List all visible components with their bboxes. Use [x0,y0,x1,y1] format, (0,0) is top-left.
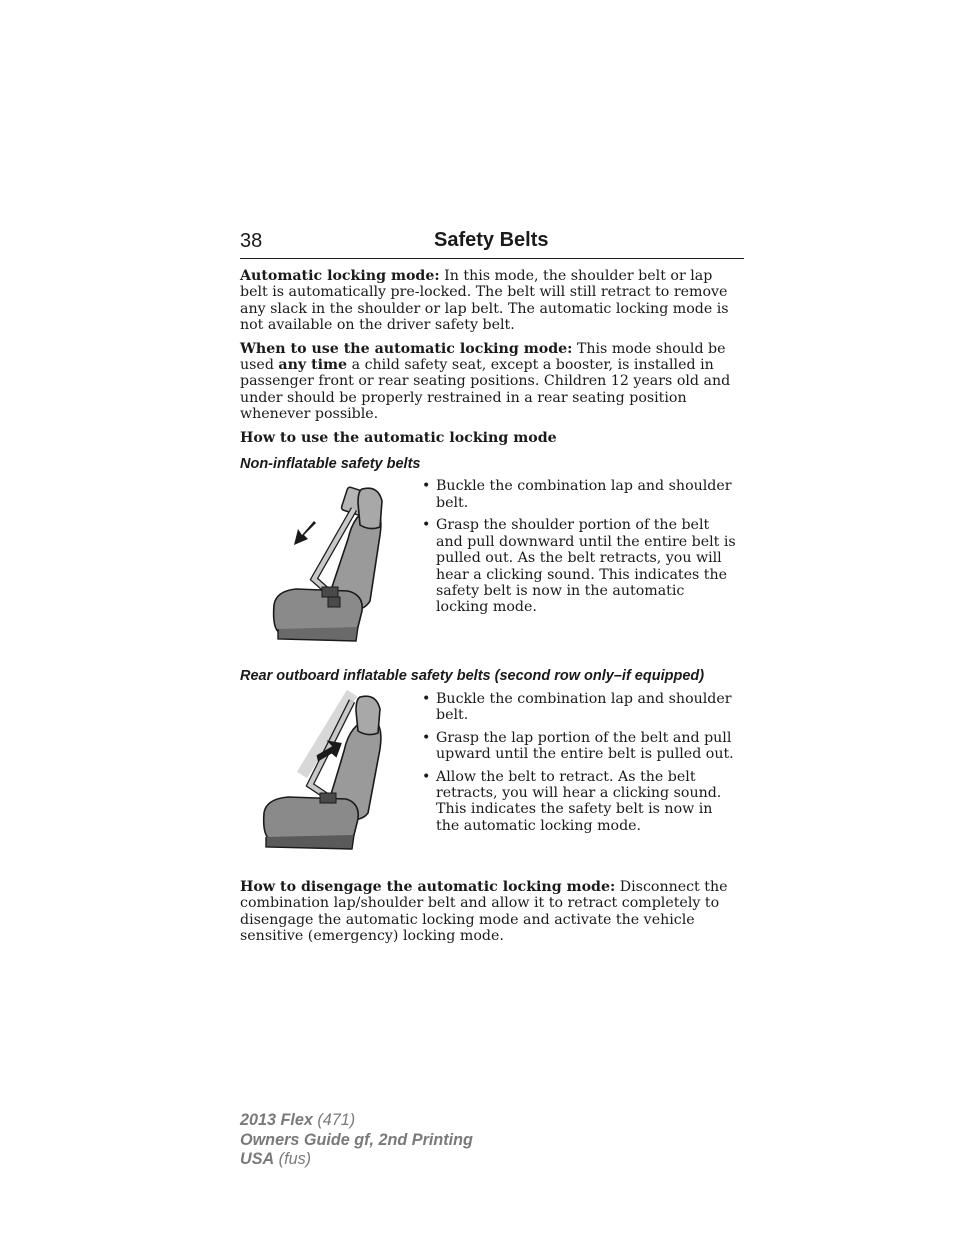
bullet-list-non-inflatable [420,478,740,621]
list-item: • Grasp the lap portion of the belt and pull upward until the entire belt is pulled out. [420,730,740,763]
seat-belt-shoulder-pull-illustration [266,479,406,645]
list-item: • Buckle the combination lap and shoulder belt. [420,691,740,724]
paragraph-text: a child safety seat, except a booster, is installed in passenger front or rear seating positions. Children 12 years old and under should be properly restrained in a rear seating position whenever possible. [240,357,731,423]
paragraph-when-to-use [240,341,744,423]
paragraph-how-to-disengage [240,879,744,945]
footer-line-model [240,1111,473,1131]
page-footer [240,1111,473,1170]
section-title: Safety Belts [434,229,549,251]
page-header [240,228,744,259]
subheading-non-inflatable: Non-inflatable safety belts [240,456,421,473]
term-when-to-use: When to use the automatic locking mode: [240,340,573,357]
paragraph-text: In this mode, the shoulder belt or lap belt is automatically pre-locked. The belt will still retract to remove any slack in the shoulder or lap belt. The automatic locking mode is not available on the driver safety belt. [240,268,729,334]
term-any-time: any time [278,357,348,374]
paragraph-automatic-locking-mode [240,268,744,334]
footer-line-market [240,1150,473,1170]
list-item: • Buckle the combination lap and shoulder belt. [420,478,740,511]
page-number: 38 [240,230,263,252]
heading-how-to-use: How to use the automatic locking mode [240,429,557,446]
paragraph-how-to-use [240,430,744,446]
list-item: • Allow the belt to retract. As the belt retracts, you will hear a clicking sound. This indicates the safety belt is now in the automatic locking mode. [420,769,740,835]
footer-market: USA [240,1150,275,1168]
paragraph-text: Disconnect the combination lap/shoulder belt and allow it to retract completely to disengage the automatic locking mode and activate the vehicle sensitive (emergency) locking mode. [240,878,728,945]
term-automatic-locking-mode: Automatic locking mode: [240,268,440,284]
paragraph-text: This mode should be used [240,340,726,374]
term-how-to-disengage: How to disengage the automatic locking mode: [240,878,616,895]
subheading-rear-outboard-inflatable: Rear outboard inflatable safety belts (second row only–if equipped) [240,668,705,685]
section-non-inflatable [240,480,744,658]
footer-model-code: (471) [312,1111,356,1129]
section-rear-outboard-inflatable [240,690,744,871]
list-item: • Grasp the shoulder portion of the belt and pull downward until the entire belt is pulled out. As the belt retracts, you will hear a clicking sound. This indicates the safety belt is now in the automatic locking mode. [420,517,740,615]
footer-model: 2013 Flex [240,1111,313,1129]
page-body [240,268,744,952]
seat-belt-lap-pull-illustration [260,689,400,855]
footer-guide: Owners Guide gf, 2nd Printing [240,1130,473,1149]
footer-line-guide [240,1131,473,1151]
bullet-list-rear-outboard [420,691,740,840]
footer-market-code: (fus) [274,1150,312,1168]
